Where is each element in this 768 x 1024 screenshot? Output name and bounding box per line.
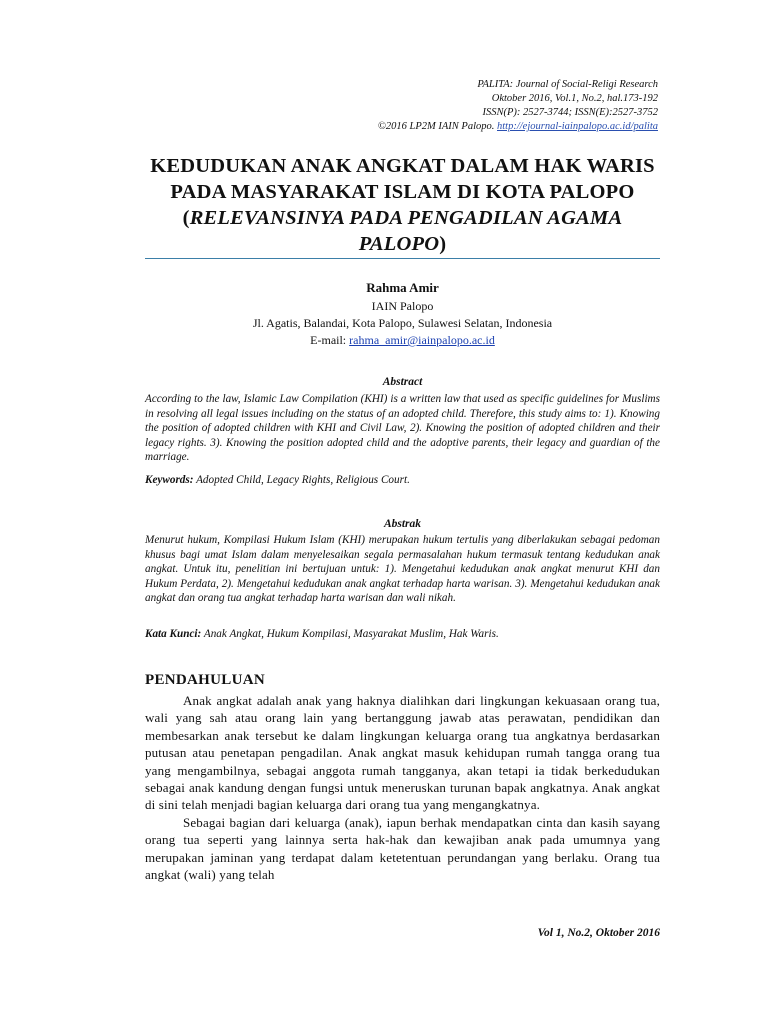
author-email-link[interactable]: rahma_amir@iainpalopo.ac.id [349, 333, 495, 347]
title-divider [145, 258, 660, 259]
title-line-2: PADA MASYARAKAT ISLAM DI KOTA PALOPO [170, 181, 635, 203]
paren-close: ) [439, 233, 447, 255]
title-line-1: KEDUDUKAN ANAK ANGKAT DALAM HAK WARIS [150, 155, 655, 177]
journal-header [138, 78, 658, 134]
keywords-value: Adopted Child, Legacy Rights, Religious Court. [193, 474, 410, 486]
article-title [145, 153, 660, 257]
journal-issn: ISSN(P): 2527-3744; ISSN(E):2527-3752 [482, 107, 658, 118]
journal-url-link[interactable]: http://ejournal-iainpalopo.ac.id/palita [497, 121, 658, 132]
author-institution: IAIN Palopo [371, 299, 434, 313]
kata-kunci-line [145, 627, 660, 641]
abstrak-heading: Abstrak [383, 518, 422, 530]
email-label: E-mail: [310, 333, 350, 347]
author-email-line [145, 332, 660, 349]
journal-copyright [138, 120, 658, 134]
keywords-label: Keywords: [145, 474, 194, 486]
kata-kunci-value: Anak Angkat, Hukum Kompilasi, Masyarakat Muslim, Hak Waris. [201, 628, 499, 640]
paren-open: ( [182, 207, 190, 229]
article-subtitle: RELEVANSINYA PADA PENGADILAN AGAMA PALOPO [189, 207, 623, 255]
title-subtitle-line [145, 205, 660, 257]
body-paragraph: Sebagai bagian dari keluarga (anak), iapun berhak mendapatkan cinta dan kasih sayang orang tua seperti yang lainnya serta hak-hak dan kewajiban anak pada umumnya yang merupakan jaminan yang terdapat dalam ketetentuan perundangan yang berlaku. Orang tua angkat (wali) yang telah [145, 814, 660, 883]
abstract-text: According to the law, Islamic Law Compilation (KHI) is a written law that used as specific guidelines for Muslims in resolving all legal issues including on the status of an adopted child. Therefore, this study aims to: 1). Knowing the position of adopted children with KHI and Civil Law, 2). Knowing the position of adopted children and their legacy rights. 3). Knowing the position adopted child and the adoptive parents, their legacy and guardian of the marriage. [145, 393, 660, 463]
section-heading: PENDAHULUAN [145, 672, 265, 688]
author-name: Rahma Amir [366, 280, 439, 295]
section-body [145, 692, 660, 883]
author-block [145, 279, 660, 349]
journal-issue: Oktober 2016, Vol.1, No.2, hal.173-192 [491, 93, 658, 104]
journal-name: PALITA: Journal of Social-Religi Research [477, 79, 658, 90]
body-paragraph: Anak angkat adalah anak yang haknya dialihkan dari lingkungan kekuasaan orang tua, wali yang sah atau orang lain yang bertanggung jawab atas perawatan, pendidikan dan membesarkan anak tersebut ke dalam lingkungan keluarga orang tua angkatnya berdasarkan putusan atau penetapan pengadilan. Anak angkat masuk kehidupan rumah tangga orang tua yang mengambilnya, sebagai anggota rumah tangganya, akan tetapi ia tidak berkedudukan sebagai anak kandung dengan fungsi untuk meneruskan turunan bapak angkatnya. Anak angkat di sini telah menjadi bagian keluarga dari orang tua yang mengangkatnya. [145, 693, 660, 813]
abstract-heading: Abstract [382, 376, 423, 388]
abstrak-text: Menurut hukum, Kompilasi Hukum Islam (KHI) merupakan hukum tertulis yang diberlakukan sebagai pedoman khusus bagi umat Islam dalam menyelesaikan segala permasalahan hukum termasuk tentang kedudukan anak angkat. Untuk itu, penelitian ini bertujuan untuk: 1). Mengetahui kedudukan anak angkat menurut KHI dan Hukum Perdata, 2). Mengetahui kedudukan anak angkat terhadap harta warisan. 3). Mengetahui kedudukan anak angkat dan orang tua angkat terhadap harta warisan dan wali nikah. [145, 534, 660, 604]
copyright-text: ©2016 LP2M IAIN Palopo. [377, 121, 497, 132]
kata-kunci-label: Kata Kunci: [145, 628, 202, 640]
keywords-line [145, 473, 660, 487]
page-footer: Vol 1, No.2, Oktober 2016 [537, 927, 660, 939]
author-address: Jl. Agatis, Balandai, Kota Palopo, Sulawesi Selatan, Indonesia [252, 316, 553, 330]
